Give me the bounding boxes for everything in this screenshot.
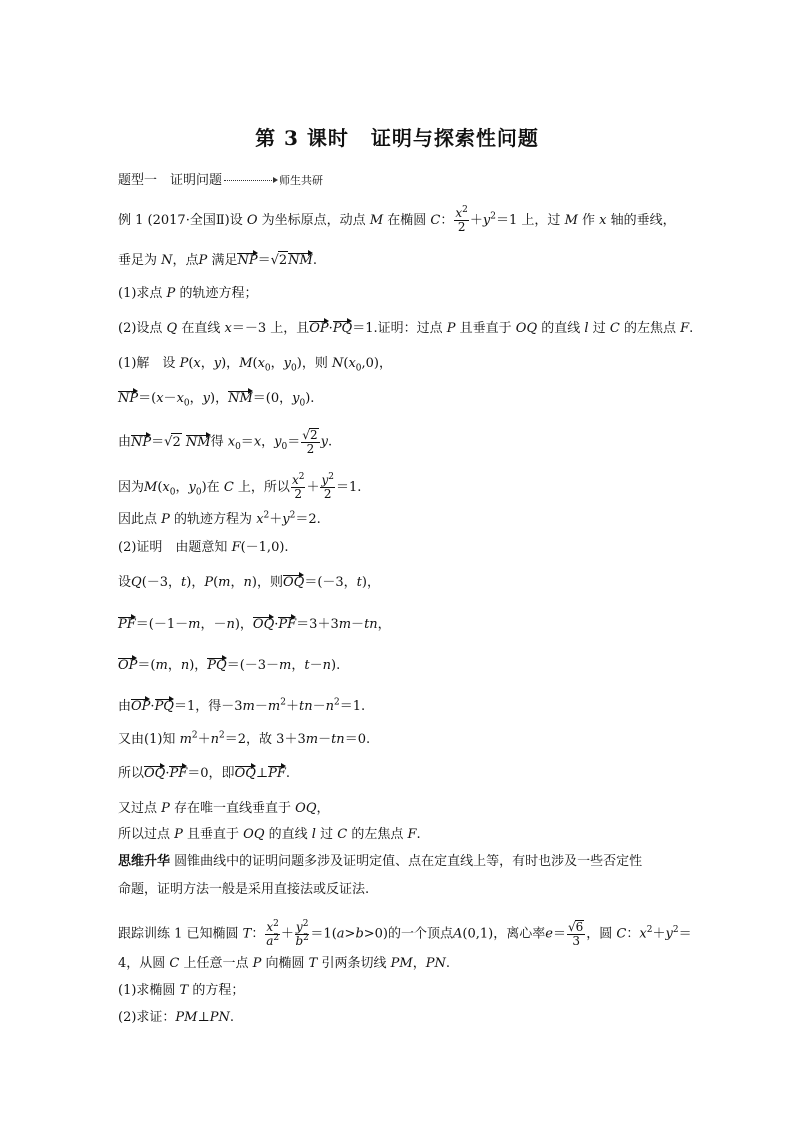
section-heading — [118, 172, 323, 190]
solution-line-5: 因此点 P 的轨迹方程为 $x^2+y^2=2$. — [118, 510, 321, 527]
section-label: 题型一 证明问题 — [118, 173, 223, 188]
practice-question-2: (2)求证：PM⊥PN. — [118, 1010, 234, 1025]
solution-line-12: 所以OQ·PF＝0，即OQ⊥PF. — [118, 766, 291, 781]
lesson-number: 第 3 课时 — [255, 126, 349, 150]
question-2: (2)设点 Q 在直线 x＝－3 上，且OP·PQ＝1.证明：过点 P 且垂直于 OQ 的直线 l 过 C 的左焦点 F. — [118, 321, 694, 336]
solution-line-7: 设Q(－3，t)，P(m，n)，则OQ＝(－3，t)， — [118, 575, 380, 590]
question-1: (1)求点 P 的轨迹方程； — [118, 286, 258, 301]
example-line-2: 垂足为 N，点P 满足NP＝√2NM. — [118, 253, 317, 268]
practice-line-2: 4，从圆 C 上任意一点 P 向椭圆 T 引两条切线 PM，PN. — [118, 956, 450, 971]
solution-line-13: 又过点 P 存在唯一直线垂直于 OQ， — [118, 801, 330, 816]
solution-line-11: 又由(1)知 $m^2+n^2=2$，故 3＋3m－tn＝0. — [118, 730, 371, 747]
solution-line-9: OP＝(m，n)，PQ＝(－3－m，t－n). — [118, 658, 341, 673]
solution-line-10: 由OP·PQ＝1，得$-3m-m^2+tn-n^2=1$. — [118, 697, 366, 714]
solution-line-1: (1)解 设 P(x，y)，$M(x_0$，$y_0$)，则 $N(x_0,0)$， — [118, 356, 392, 374]
solution-line-8: PF＝(－1－m，－n)，OQ·PF＝3＋3m－tn， — [118, 617, 391, 632]
solution-line-14: 所以过点 P 且垂直于 OQ 的直线 l 过 C 的左焦点 F. — [118, 827, 421, 842]
summary-line-2: 命题，证明方法一般是采用直接法或反证法. — [118, 882, 370, 897]
section-tag: 师生共研 — [279, 174, 324, 187]
solution-line-6: (2)证明 由题意知 F(－1,0). — [118, 540, 289, 555]
example-line-1: 例 1 (2017·全国Ⅱ)设 O 为坐标原点，动点 M 在椭圆 C： $\frac{x^2}{2}$ $+y^2=1$ 上，过 M 作 x 轴的垂线， — [118, 205, 676, 234]
arrow-icon — [224, 180, 276, 181]
summary-line-1: 思维升华 圆锥曲线中的证明问题多涉及证明定值、点在定直线上等，有时也涉及一些否定性 — [118, 854, 643, 869]
practice-line-1: 跟踪训练 1 已知椭圆 T： $\frac{x^2}{a^2}$ ＋ $\frac{y^2}{b^2}$ ＝1(a>b>0)的一个顶点A(0,1)，离心率e＝ $\frac{√6}{3}$ ，圆 C：$x^2+y^2=$ — [118, 918, 692, 948]
solution-line-4: 因为$M(x_0$，$y_0$)在 C 上，所以 $\frac{x^2}{2}$ ＋ $\frac{y^2}{2}$ ＝1. — [118, 472, 362, 501]
practice-question-1: (1)求椭圆 T 的方程； — [118, 983, 245, 998]
summary-label: 思维升华 — [118, 854, 171, 869]
solution-line-2: $NP=(x-x_0$，y)，NM＝(0，$y_0$). — [118, 391, 315, 409]
lesson-topic: 证明与探索性问题 — [370, 126, 539, 150]
solution-line-3: 由NP＝√2 NM得 $x_0=x$，$y_0=$ $\frac{√2}{2}$ y. — [118, 428, 333, 456]
page-title — [0, 122, 794, 151]
